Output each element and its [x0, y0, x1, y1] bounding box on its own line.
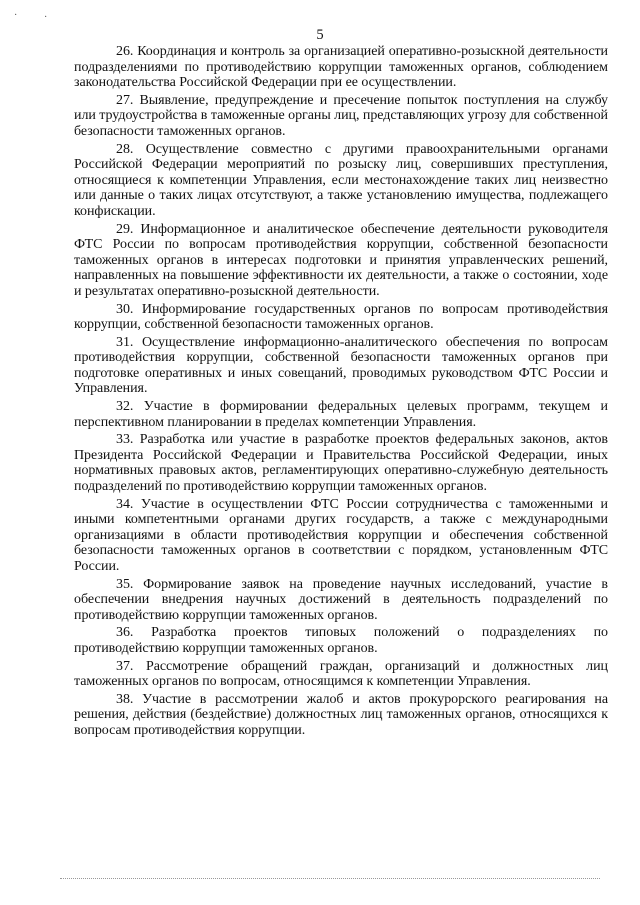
paragraph-32: 32. Участие в формировании федеральных целевых программ, текущем и перспективном планировании в пределах компетенции Управления. — [74, 399, 608, 430]
scan-mark: · — [14, 10, 18, 21]
paragraph-37: 37. Рассмотрение обращений граждан, организаций и должностных лиц таможенных органов по вопросам, относящимся к компетенции Управления. — [74, 658, 608, 690]
paragraph-34: 34. Участие в осуществлении ФТС России сотрудничества с таможенными и иными компетентными органами других государств, а также с международными организациями в области противодействия коррупции и обеспечения собственной безопасности таможенных органов в соответствии с порядком, установленным ФТС России. — [74, 496, 608, 574]
paragraph-28: 28. Осуществление совместно с другими правоохранительными органами Российской Федерации мероприятий по розыску лиц, совершивших преступления, относящиеся к компетенции Управления, если местонахождение таких лиц неизвестно или данные о таких лицах отсутствуют, а также установлению имущества, подлежащего конфискации. — [74, 141, 608, 219]
paragraph-31: 31. Осуществление информационно-аналитического обеспечения по вопросам противодействия коррупции, собственной безопасности таможенных органов при подготовке оперативных и иных совещаний, проводимых руководством ФТС России и Управления. — [74, 334, 608, 397]
paragraph-36: 36. Разработка проектов типовых положений о подразделениях по противодействию коррупции таможенных органов. — [74, 625, 608, 656]
paragraph-29: 29. Информационное и аналитическое обеспечение деятельности руководителя ФТС России по вопросам противодействия коррупции, собственной безопасности таможенных органов в интересах подготовки и принятия управленческих решений, направленных на повышение эффективности их деятельности, а также о состоянии, ходе и результатах оперативно-розыскной деятельности. — [74, 221, 608, 299]
page-number: 5 — [316, 27, 324, 43]
paragraph-26: 26. Координация и контроль за организацией оперативно-розыскной деятельности подразделениями по противодействию коррупции таможенных органов, соблюдением законодательства Российской Федерации при ее осуществлении. — [74, 44, 608, 91]
document-body — [74, 44, 608, 741]
scan-mark: · — [44, 12, 48, 23]
paragraph-27: 27. Выявление, предупреждение и пресечение попыток поступления на службу или трудоустройства в таможенные органы лиц, представляющих угрозу для собственной безопасности таможенных органов. — [74, 92, 608, 139]
paragraph-38: 38. Участие в рассмотрении жалоб и актов прокурорского реагирования на решения, действия (бездействие) должностных лиц таможенных органов, относящихся к вопросам противодействия коррупции. — [74, 691, 608, 738]
paragraph-33: 33. Разработка или участие в разработке проектов федеральных законов, актов Президента Российской Федерации и Правительства Российской Федерации, иных нормативных правовых актов, регламентирующих оперативно-служебную деятельность подразделений по противодействию коррупции таможенных органов. — [74, 432, 608, 495]
paragraph-30: 30. Информирование государственных органов по вопросам противодействия коррупции, собственной безопасности таможенных органов. — [74, 301, 608, 333]
paragraph-35: 35. Формирование заявок на проведение научных исследований, участие в обеспечении внедрения научных достижений в деятельность подразделений по противодействию коррупции таможенных органов. — [74, 576, 608, 623]
scan-edge-line — [60, 878, 600, 879]
